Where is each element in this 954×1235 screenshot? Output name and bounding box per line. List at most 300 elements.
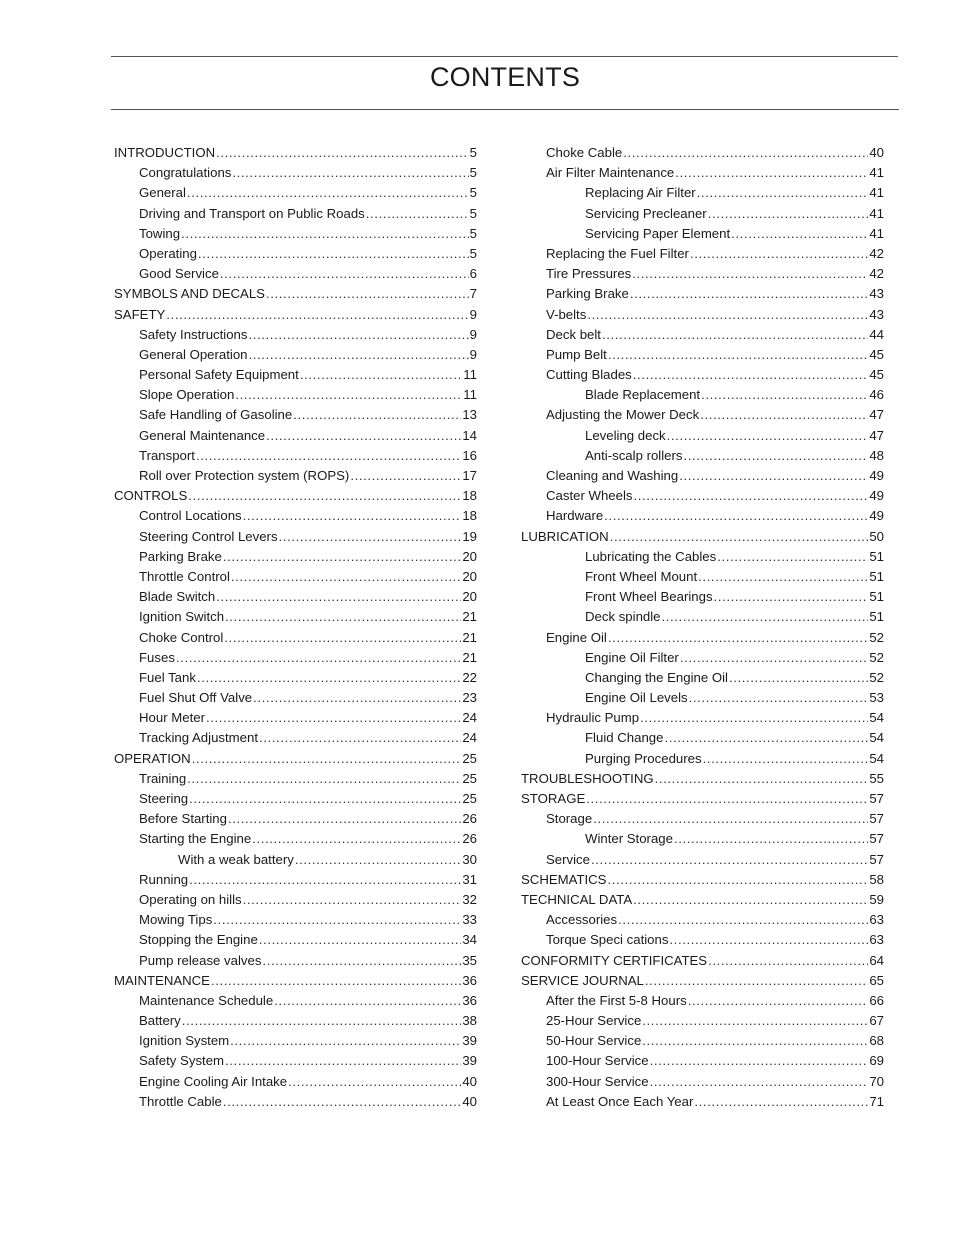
toc-entry-page-number: 64 [869,952,884,968]
toc-entry-page-number: 30 [462,851,477,867]
toc-entry-title: Hour Meter [139,710,205,726]
toc-dot-leader [669,930,868,950]
toc-dot-leader [655,769,869,789]
toc-entry-title: Stopping the Engine [139,932,258,948]
toc-entry-page-number: 7 [469,286,477,302]
toc-entry[interactable] [521,870,884,890]
toc-entry-title: Tire Pressures [546,266,632,282]
toc-entry-title: Cleaning and Washing [546,468,679,483]
toc-entry[interactable] [114,1092,477,1112]
toc-entry-title: Replacing the Fuel Filter [546,245,689,261]
toc-entry-title: Roll over Protection system (ROPS) [139,468,350,483]
toc-entry-title: Safe Handling of Gasoline [139,407,293,423]
toc-entry[interactable] [521,930,884,950]
toc-entry-title: Front Wheel Bearings [585,589,713,605]
toc-entry-page-number: 59 [869,891,884,907]
toc-entry[interactable] [114,567,477,587]
toc-dot-leader [697,183,869,203]
toc-entry-page-number: 63 [869,912,884,928]
toc-entry-page-number: 49 [869,488,884,504]
toc-entry-page-number: 65 [869,972,884,988]
toc-entry[interactable] [521,1031,884,1051]
toc-entry[interactable] [114,506,477,526]
toc-entry[interactable] [114,547,477,567]
toc-entry[interactable] [114,870,477,890]
toc-entry-title: Leveling deck [585,427,666,443]
toc-dot-leader [664,728,868,748]
toc-entry[interactable] [114,486,477,506]
toc-entry-title: Mowing Tips [139,912,213,928]
toc-entry[interactable] [521,426,884,446]
toc-entry-page-number: 16 [462,447,477,463]
toc-entry-page-number: 38 [462,1013,477,1029]
toc-entry-title: Fuses [139,649,175,665]
toc-entry-title: 300-Hour Service [546,1073,649,1089]
toc-entry-title: 100-Hour Service [546,1053,649,1069]
toc-entry[interactable] [114,708,477,728]
toc-dot-leader [689,688,869,708]
toc-entry-page-number: 47 [869,427,884,443]
toc-entry-page-number: 34 [462,932,477,948]
toc-dot-leader [189,870,461,890]
header-bottom-rule [111,109,899,110]
toc-entry[interactable] [521,183,884,203]
toc-entry-title: MAINTENANCE [114,972,210,988]
toc-entry-title: Starting the Engine [139,831,252,847]
toc-entry-title: Fuel Tank [139,669,196,685]
toc-entry[interactable] [521,405,884,425]
toc-entry-page-number: 52 [869,649,884,665]
toc-entry[interactable] [521,607,884,627]
toc-entry-title: Front Wheel Mount [585,568,698,584]
toc-dot-leader [683,446,868,466]
toc-dot-leader [213,910,461,930]
toc-entry[interactable] [521,728,884,748]
toc-entry-title: Fluid Change [585,730,664,746]
toc-entry[interactable] [521,708,884,728]
toc-entry[interactable] [114,951,477,971]
toc-entry-title: Battery [139,1013,181,1029]
toc-entry-page-number: 45 [869,346,884,362]
toc-dot-leader [279,527,462,547]
toc-entry-title: Control Locations [139,508,242,524]
toc-entry-page-number: 39 [462,1053,477,1069]
toc-entry[interactable] [521,951,884,971]
toc-dot-leader [295,850,462,870]
toc-entry-title: Tracking Adjustment [139,730,258,746]
toc-entry-page-number: 43 [869,286,884,302]
toc-entry-page-number: 51 [869,548,884,564]
toc-entry-title: Adjusting the Mower Deck [546,407,700,423]
toc-entry-page-number: 6 [469,266,477,282]
toc-entry-page-number: 57 [869,791,884,806]
toc-entry-title: Parking Brake [546,286,629,302]
toc-entry-title: General Operation [139,346,248,362]
toc-dot-leader [300,365,462,385]
toc-dot-leader [602,325,868,345]
toc-entry[interactable] [521,991,884,1011]
toc-entry-title: CONTROLS [114,488,188,504]
toc-dot-leader [690,244,868,264]
toc-entry-page-number: 66 [869,992,884,1008]
toc-entry-page-number: 14 [462,427,477,443]
toc-entry-title: V-belts [546,306,587,322]
toc-entry-title: Steering Control Levers [139,528,278,544]
toc-entry[interactable] [114,183,477,203]
toc-dot-leader [688,991,869,1011]
toc-entry-title: Blade Replacement [585,387,701,403]
toc-entry-title: Fuel Shut Off Valve [139,690,253,706]
toc-entry[interactable] [114,688,477,708]
toc-dot-leader [608,345,868,365]
toc-entry[interactable] [114,1051,477,1071]
toc-dot-leader [731,224,868,244]
toc-entry-page-number: 43 [869,306,884,322]
toc-dot-leader [259,930,462,950]
toc-entry[interactable] [114,305,477,325]
toc-entry-page-number: 47 [869,407,884,423]
toc-entry-title: Engine Oil Levels [585,690,688,706]
toc-entry-title: General [139,185,186,201]
toc-entry-page-number: 69 [869,1053,884,1069]
toc-entry[interactable] [114,385,477,405]
toc-entry[interactable] [114,971,477,991]
toc-entry[interactable] [521,446,884,466]
toc-entry[interactable] [521,648,884,668]
toc-dot-leader [231,567,461,587]
toc-entry-title: Throttle Cable [139,1093,222,1109]
toc-entry-page-number: 24 [462,710,477,726]
toc-dot-leader [220,264,469,284]
toc-entry[interactable] [114,143,477,163]
toc-dot-leader [610,527,869,547]
toc-dot-leader [181,224,469,244]
toc-entry[interactable] [521,809,884,829]
toc-dot-leader [192,749,462,769]
toc-entry[interactable] [114,607,477,627]
toc-entry[interactable] [114,991,477,1011]
toc-entry-page-number: 58 [869,871,884,887]
toc-entry-title: Ignition Switch [139,609,225,625]
toc-entry-title: Throttle Control [139,568,230,584]
toc-entry[interactable] [114,769,477,789]
toc-entry-page-number: 49 [869,508,884,524]
toc-dot-leader [645,971,868,991]
toc-dot-leader [642,1011,868,1031]
toc-entry-title: Anti-scalp rollers [585,447,683,463]
toc-entry-page-number: 42 [869,266,884,282]
toc-entry[interactable] [114,527,477,547]
toc-entry[interactable] [114,163,477,183]
toc-entry-title: Choke Cable [546,145,623,160]
toc-entry-page-number: 31 [462,871,477,887]
toc-dot-leader [189,789,461,809]
toc-dot-leader [188,486,461,506]
toc-entry-page-number: 35 [462,952,477,968]
toc-dot-leader [708,951,868,971]
toc-dot-leader [608,628,868,648]
toc-entry[interactable] [521,466,884,486]
toc-dot-leader [587,305,868,325]
toc-entry-page-number: 41 [869,185,884,201]
toc-entry-title: Hydraulic Pump [546,710,640,726]
toc-entry-page-number: 26 [462,811,477,827]
toc-dot-leader [223,547,462,567]
toc-dot-leader [166,305,468,325]
toc-entry-title: Operating on hills [139,891,242,907]
toc-dot-leader [714,587,869,607]
toc-dot-leader [243,506,462,526]
toc-dot-leader [607,870,868,890]
toc-dot-leader [630,284,869,304]
toc-entry-title: TECHNICAL DATA [521,891,633,907]
toc-entry-page-number: 57 [869,811,884,827]
toc-entry-title: Replacing Air Filter [585,185,696,201]
toc-entry[interactable] [521,325,884,345]
toc-entry[interactable] [114,466,477,486]
toc-entry-title: Servicing Precleaner [585,205,707,221]
toc-entry-title: STORAGE [521,791,586,806]
toc-entry[interactable] [521,850,884,870]
toc-entry-page-number: 52 [869,629,884,645]
toc-dot-leader [206,708,461,728]
toc-entry-title: Steering [139,791,189,806]
toc-entry[interactable] [114,809,477,829]
toc-entry[interactable] [521,284,884,304]
toc-entry[interactable] [114,648,477,668]
toc-dot-leader [650,1072,869,1092]
toc-entry-page-number: 48 [869,447,884,463]
toc-entry[interactable] [521,486,884,506]
toc-entry[interactable] [114,910,477,930]
toc-column-left [114,143,477,1112]
header-top-rule [111,56,898,57]
toc-entry-page-number: 68 [869,1033,884,1049]
toc-entry-title: LUBRICATION [521,528,609,544]
toc-entry[interactable] [521,971,884,991]
toc-entry[interactable] [521,1092,884,1112]
toc-entry[interactable] [114,426,477,446]
toc-entry[interactable] [114,224,477,244]
toc-dot-leader [679,466,868,486]
toc-dot-leader [216,143,469,163]
toc-entry[interactable] [521,143,884,163]
toc-entry[interactable] [521,829,884,849]
toc-entry-title: Parking Brake [139,548,222,564]
toc-dot-leader [224,628,461,648]
toc-entry[interactable] [114,244,477,264]
toc-entry-title: Running [139,871,189,887]
toc-entry-page-number: 55 [869,770,884,786]
toc-entry[interactable] [521,345,884,365]
toc-entry-page-number: 36 [462,992,477,1008]
toc-entry[interactable] [114,728,477,748]
toc-dot-leader [225,1051,461,1071]
toc-entry-title: Winter Storage [585,831,673,847]
toc-entry[interactable] [521,688,884,708]
toc-dot-leader [642,1031,868,1051]
toc-entry[interactable] [114,789,477,809]
toc-dot-leader [248,325,468,345]
toc-entry[interactable] [521,305,884,325]
toc-entry[interactable] [114,325,477,345]
toc-dot-leader [266,284,469,304]
toc-entry[interactable] [521,204,884,224]
toc-entry-title: Changing the Engine Oil [585,669,728,685]
toc-entry-title: Blade Switch [139,589,216,605]
toc-entry[interactable] [521,628,884,648]
toc-dot-leader [623,143,868,163]
toc-dot-leader [674,829,868,849]
toc-dot-leader [632,264,868,284]
toc-entry[interactable] [521,789,884,809]
toc-dot-leader [593,809,868,829]
toc-entry[interactable] [114,405,477,425]
toc-entry[interactable] [521,1011,884,1031]
toc-entry-title: Personal Safety Equipment [139,367,299,383]
toc-entry-page-number: 51 [869,568,884,584]
toc-entry[interactable] [521,365,884,385]
toc-entry[interactable] [114,446,477,466]
toc-entry[interactable] [114,890,477,910]
toc-entry-page-number: 5 [469,205,477,221]
toc-dot-leader [197,668,461,688]
toc-entry-title: At Least Once Each Year [546,1093,694,1109]
toc-entry[interactable] [521,749,884,769]
toc-entry-title: Good Service [139,266,219,282]
page-title: CONTENTS [429,62,581,92]
toc-dot-leader [640,708,868,728]
toc-entry-title: Caster Wheels [546,488,633,504]
toc-entry-title: 25-Hour Service [546,1013,642,1029]
toc-entry-page-number: 33 [462,912,477,928]
toc-entry-title: INTRODUCTION [114,145,216,160]
toc-entry-title: Towing [139,225,181,241]
toc-entry-page-number: 54 [869,730,884,746]
toc-entry-page-number: 17 [462,468,477,483]
toc-entry[interactable] [114,668,477,688]
toc-entry[interactable] [521,244,884,264]
toc-dot-leader [700,405,868,425]
toc-entry[interactable] [114,365,477,385]
toc-entry-title: Driving and Transport on Public Roads [139,205,365,221]
toc-dot-leader [708,204,869,224]
toc-entry[interactable] [521,890,884,910]
toc-entry-title: Ignition System [139,1033,230,1049]
toc-entry[interactable] [521,587,884,607]
toc-entry-page-number: 25 [462,791,477,806]
toc-entry[interactable] [521,163,884,183]
toc-entry-page-number: 21 [462,629,477,645]
toc-entry[interactable] [114,749,477,769]
toc-entry[interactable] [114,829,477,849]
toc-entry-title: Purging Procedures [585,750,702,766]
toc-entry-page-number: 41 [869,205,884,221]
toc-entry-page-number: 39 [462,1033,477,1049]
toc-entry-page-number: 5 [469,225,477,241]
toc-entry[interactable] [521,769,884,789]
toc-entry[interactable] [521,506,884,526]
toc-entry-title: With a weak battery [178,851,294,867]
toc-entry-page-number: 5 [469,165,477,181]
toc-entry[interactable] [521,1072,884,1092]
toc-entry[interactable] [114,284,477,304]
toc-dot-leader [259,728,461,748]
toc-entry[interactable] [114,1031,477,1051]
toc-entry-page-number: 51 [869,589,884,605]
toc-dot-leader [249,345,469,365]
toc-entry-page-number: 32 [462,891,477,907]
toc-entry-title: Service [546,851,590,867]
toc-entry-page-number: 67 [869,1013,884,1029]
toc-entry[interactable] [114,587,477,607]
toc-entry-title: CONFORMITY CERTIFICATES [521,952,708,968]
toc-entry[interactable] [114,930,477,950]
toc-dot-leader [232,163,468,183]
toc-entry-page-number: 49 [869,468,884,483]
toc-entry-page-number: 50 [869,528,884,544]
toc-entry-title: Engine Oil [546,629,607,645]
toc-entry[interactable] [521,1051,884,1071]
toc-dot-leader [633,365,869,385]
toc-entry-title: Training [139,770,187,786]
toc-entry[interactable] [521,224,884,244]
toc-dot-leader [350,466,461,486]
toc-entry-page-number: 41 [869,225,884,241]
toc-entry-page-number: 21 [462,649,477,665]
toc-dot-leader [694,1092,868,1112]
toc-entry[interactable] [114,850,477,870]
toc-entry[interactable] [521,668,884,688]
toc-entry-title: 50-Hour Service [546,1033,642,1049]
toc-entry-page-number: 42 [869,245,884,261]
toc-dot-leader [650,1051,869,1071]
toc-dot-leader [253,688,461,708]
toc-entry[interactable] [114,204,477,224]
toc-entry[interactable] [521,567,884,587]
toc-dot-leader [176,648,461,668]
toc-entry-page-number: 20 [462,548,477,564]
toc-dot-leader [225,607,461,627]
toc-entry-title: After the First 5-8 Hours [546,992,687,1008]
toc-entry-page-number: 70 [869,1073,884,1089]
toc-entry[interactable] [114,1011,477,1031]
toc-entry-title: Pump Belt [546,346,607,362]
toc-entry[interactable] [521,264,884,284]
toc-entry[interactable] [521,527,884,547]
toc-entry-title: Servicing Paper Element [585,225,731,241]
toc-entry-page-number: 13 [462,407,477,423]
toc-entry[interactable] [114,1072,477,1092]
toc-entry[interactable] [114,345,477,365]
toc-entry[interactable] [114,264,477,284]
toc-entry-title: Transport [139,447,195,463]
toc-dot-leader [235,385,462,405]
toc-entry[interactable] [521,547,884,567]
toc-entry-page-number: 5 [469,245,477,261]
toc-entry-page-number: 53 [869,690,884,706]
toc-entry-page-number: 9 [469,306,477,322]
toc-entry[interactable] [114,628,477,648]
toc-entry-page-number: 23 [462,690,477,706]
toc-dot-leader [662,607,869,627]
toc-entry[interactable] [521,910,884,930]
toc-dot-leader [675,163,868,183]
toc-dot-leader [667,426,869,446]
toc-entry-page-number: 40 [462,1093,477,1109]
toc-entry[interactable] [521,385,884,405]
toc-entry-page-number: 63 [869,932,884,948]
